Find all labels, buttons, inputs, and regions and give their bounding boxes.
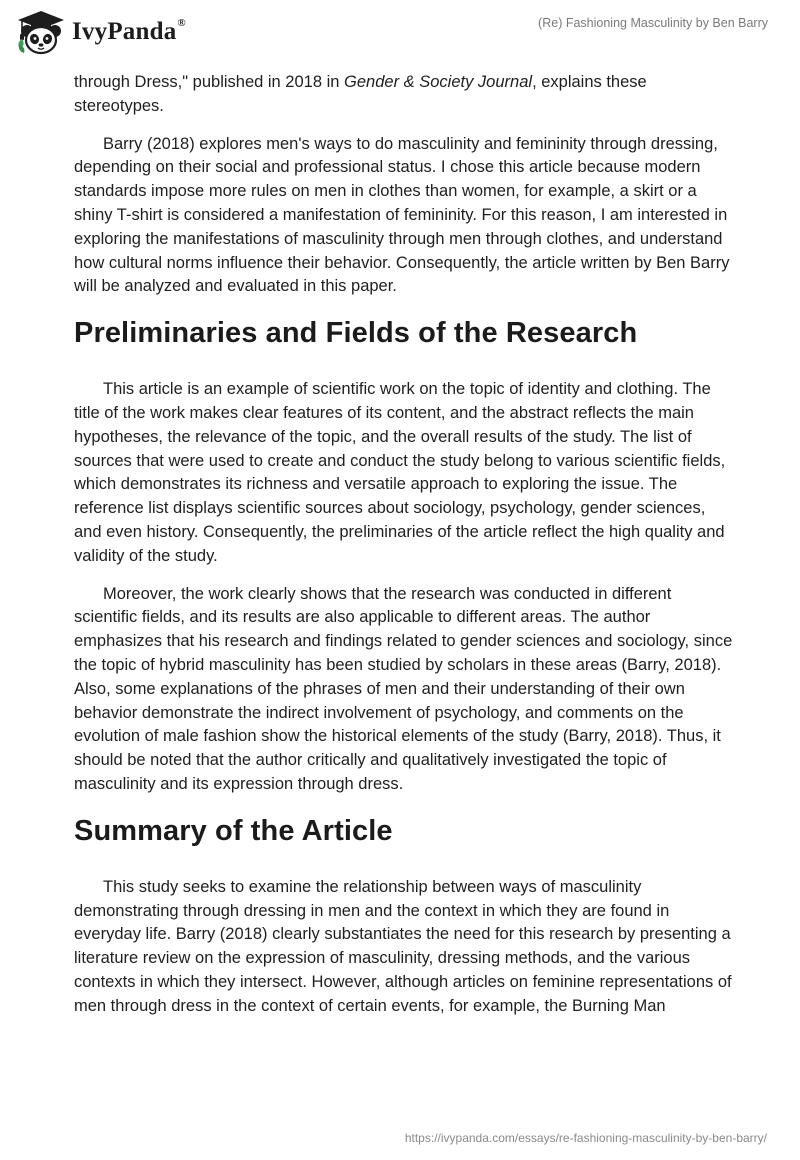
summary-paragraph-1: This study seeks to examine the relationship between ways of masculinity demonstrating through dressing in men and the context in which they are found in everyday life. Barry (2018) clearly substantiates the need for this research by presenting a literature review on the expression of masculinity, dressing methods, and the various contexts in which they intersect. However, although articles on feminine representations of men through dress in the context of certain events, for example, the Burning Man: [74, 877, 732, 1015]
ivypanda-logo[interactable]: [14, 9, 186, 55]
preliminaries-paragraph-2: Moreover, the work clearly shows that the research was conducted in different scientific fields, and its results are also applicable to different areas. The author emphasizes that his research and findings related to gender sciences and sociology, since the topic of hybrid masculinity has been studied by scholars in these areas (Barry, 2018). Also, some explanations of the phrases of men and their understanding of their own behavior demonstrate the indirect involvement of psychology, and comments on the evolution of male fashion show the historical elements of the study (Barry, 2018). Thus, it should be noted that the author critically and qualitatively investigated the topic of masculinity and its expression through dress.: [74, 584, 733, 793]
preliminaries-paragraph-1: This article is an example of scientific work on the topic of identity and clothing. The title of the work makes clear features of its content, and the abstract reflects the main hypotheses, the relevance of the topic, and the overall results of the study. The list of sources that were used to create and conduct the study belong to various scientific fields, which demonstrates its richness and versatile approach to exploring the issue. The reference list displays scientific sources about sociology, psychology, gender sciences, and even history. Consequently, the preliminaries of the article reflect the high quality and validity of the study.: [74, 380, 726, 565]
intro-paragraph-1: through Dress," published in 2018 in Gender & Society Journal, explains these stereotypes.: [74, 73, 647, 115]
journal-title: Gender & Society Journal: [344, 73, 533, 91]
section-heading-summary: Summary of the Article: [74, 814, 393, 847]
intro-paragraph-2: Barry (2018) explores men's ways to do masculinity and femininity through dressing, depending on their social and professional status. I chose this article because modern standards impose more rules on men in clothes than women, for example, a skirt or a shiny T-shirt is considered a manifestation of femininity. For this reason, I am interested in exploring the manifestations of masculinity through men through clothes, and understand how cultural norms influence their behavior. Consequently, the article written by Ben Barry will be analyzed and evaluated in this paper.: [74, 134, 730, 296]
brand-name: IvyPanda®: [72, 16, 186, 45]
page-url[interactable]: https://ivypanda.com/essays/re-fashioning-masculinity-by-ben-barry/: [404, 1131, 767, 1145]
section-heading-preliminaries: Preliminaries and Fields of the Research: [74, 317, 638, 350]
document-title: (Re) Fashioning Masculinity by Ben Barry: [538, 16, 768, 30]
panda-graduate-icon: [14, 9, 68, 55]
essay-body: [74, 71, 736, 1033]
page-header: [0, 0, 800, 66]
